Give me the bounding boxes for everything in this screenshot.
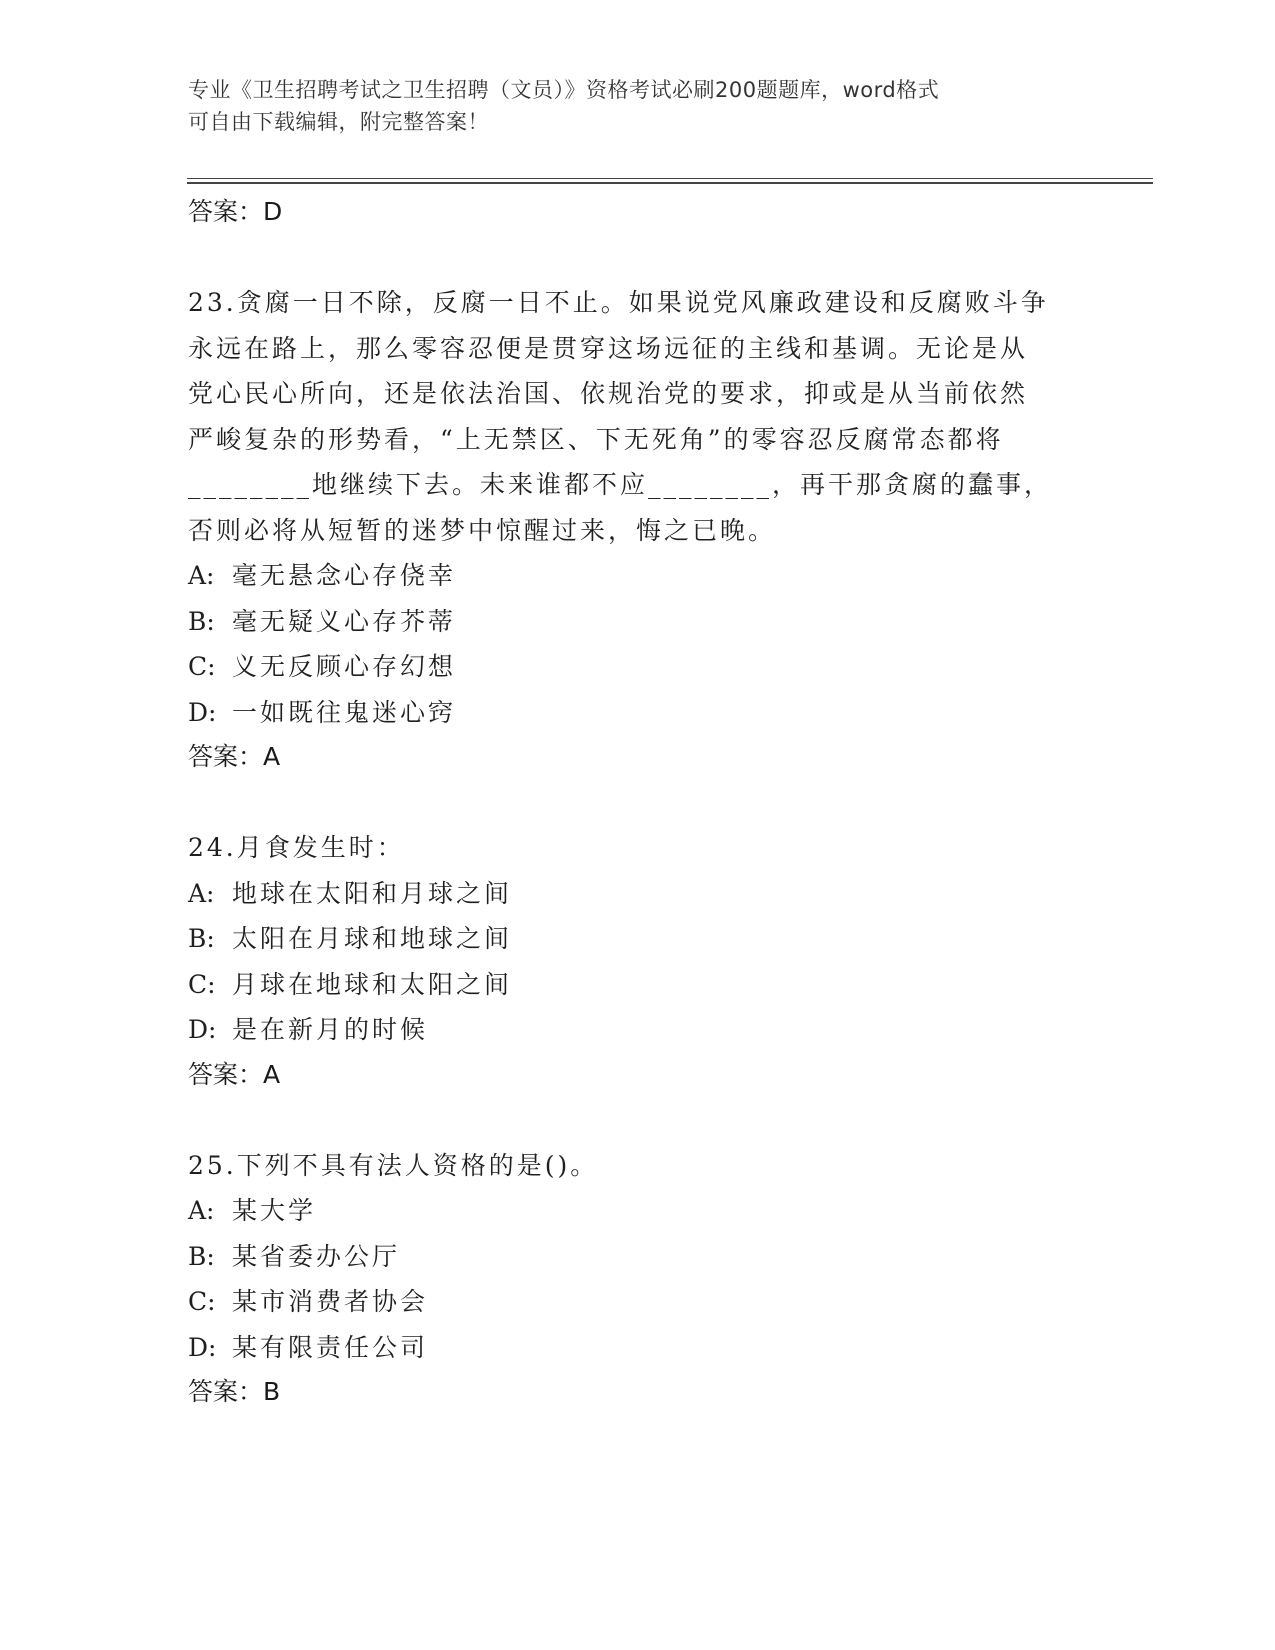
option-text: 一如既往鬼迷心窍 xyxy=(232,697,457,727)
option-label: D: xyxy=(188,1015,217,1044)
option-text: 毫无疑义心存芥蒂 xyxy=(232,606,457,636)
option-text: 某有限责任公司 xyxy=(232,1332,429,1362)
question-text-line: 否则必将从短暂的迷梦中惊醒过来，悔之已晚。 xyxy=(188,515,777,545)
question-24 xyxy=(188,825,1088,1097)
option-label: C: xyxy=(188,969,216,999)
question-text-line: 23.贪腐一日不除，反腐一日不止。如果说党风廉政建设和反腐败斗争 xyxy=(188,288,1049,317)
option-text: 毫无悬念心存侥幸 xyxy=(232,561,457,590)
answer: 答案：A xyxy=(188,1059,281,1089)
question-23 xyxy=(188,280,1088,779)
option-c xyxy=(188,1279,1088,1325)
question-text-line: ________地继续下去。未来谁都不应________，再干那贪腐的蠢事， xyxy=(188,470,1053,499)
option-label: C: xyxy=(188,1287,216,1316)
answer: 答案：A xyxy=(188,742,281,771)
option-text: 义无反顾心存幻想 xyxy=(232,652,457,681)
option-text: 某省委办公厅 xyxy=(232,1241,401,1271)
option-text: 某大学 xyxy=(232,1196,317,1225)
option-label: D: xyxy=(188,697,217,727)
option-label: B: xyxy=(188,924,215,953)
question-list xyxy=(188,190,1088,1414)
header-line-1: 专业《卫生招聘考试之卫生招聘（文员）》资格考试必刷200题题库，word格式 xyxy=(188,78,940,102)
question-text-line: 25.下列不具有法人资格的是()。 xyxy=(188,1150,599,1180)
header-rule-thin xyxy=(187,178,1153,179)
option-d xyxy=(188,1007,1088,1053)
spacer xyxy=(188,234,1088,280)
option-text: 月球在地球和太阳之间 xyxy=(232,969,513,999)
header-line-2: 可自由下载编辑，附完整答案！ xyxy=(188,110,489,134)
option-c xyxy=(188,962,1088,1008)
option-label: A: xyxy=(188,1196,215,1225)
option-b xyxy=(188,1234,1088,1280)
option-a xyxy=(188,1188,1088,1234)
option-a xyxy=(188,871,1088,917)
option-c xyxy=(188,644,1088,690)
option-label: D: xyxy=(188,1332,217,1362)
option-a xyxy=(188,553,1088,599)
option-label: A: xyxy=(188,878,215,908)
option-b xyxy=(188,599,1088,645)
option-d xyxy=(188,1325,1088,1371)
option-text: 某市消费者协会 xyxy=(232,1287,429,1316)
option-text: 是在新月的时候 xyxy=(232,1015,429,1044)
option-label: A: xyxy=(188,561,215,590)
option-text: 地球在太阳和月球之间 xyxy=(232,878,513,908)
option-text: 太阳在月球和地球之间 xyxy=(232,924,513,953)
previous-answer: 答案：D xyxy=(188,197,283,226)
option-b xyxy=(188,916,1088,962)
question-text-line: 永远在路上，那么零容忍便是贯穿这场远征的主线和基调。无论是从 xyxy=(188,333,1029,363)
question-text-line: 24.月食发生时： xyxy=(188,833,405,862)
question-25 xyxy=(188,1143,1088,1415)
option-d xyxy=(188,690,1088,736)
question-text-line: 党心民心所向，还是依法治国、依规治党的要求，抑或是从当前依然 xyxy=(188,379,1029,408)
spacer xyxy=(188,779,1088,825)
spacer xyxy=(188,1097,1088,1143)
option-label: C: xyxy=(188,652,216,681)
document-header xyxy=(188,74,1068,138)
question-text-line: 严峻复杂的形势看，“上无禁区、下无死角”的零容忍反腐常态都将 xyxy=(188,424,1004,454)
option-label: B: xyxy=(188,1241,215,1271)
header-rule-thick xyxy=(187,182,1153,184)
option-label: B: xyxy=(188,606,215,636)
answer: 答案：B xyxy=(188,1377,281,1406)
